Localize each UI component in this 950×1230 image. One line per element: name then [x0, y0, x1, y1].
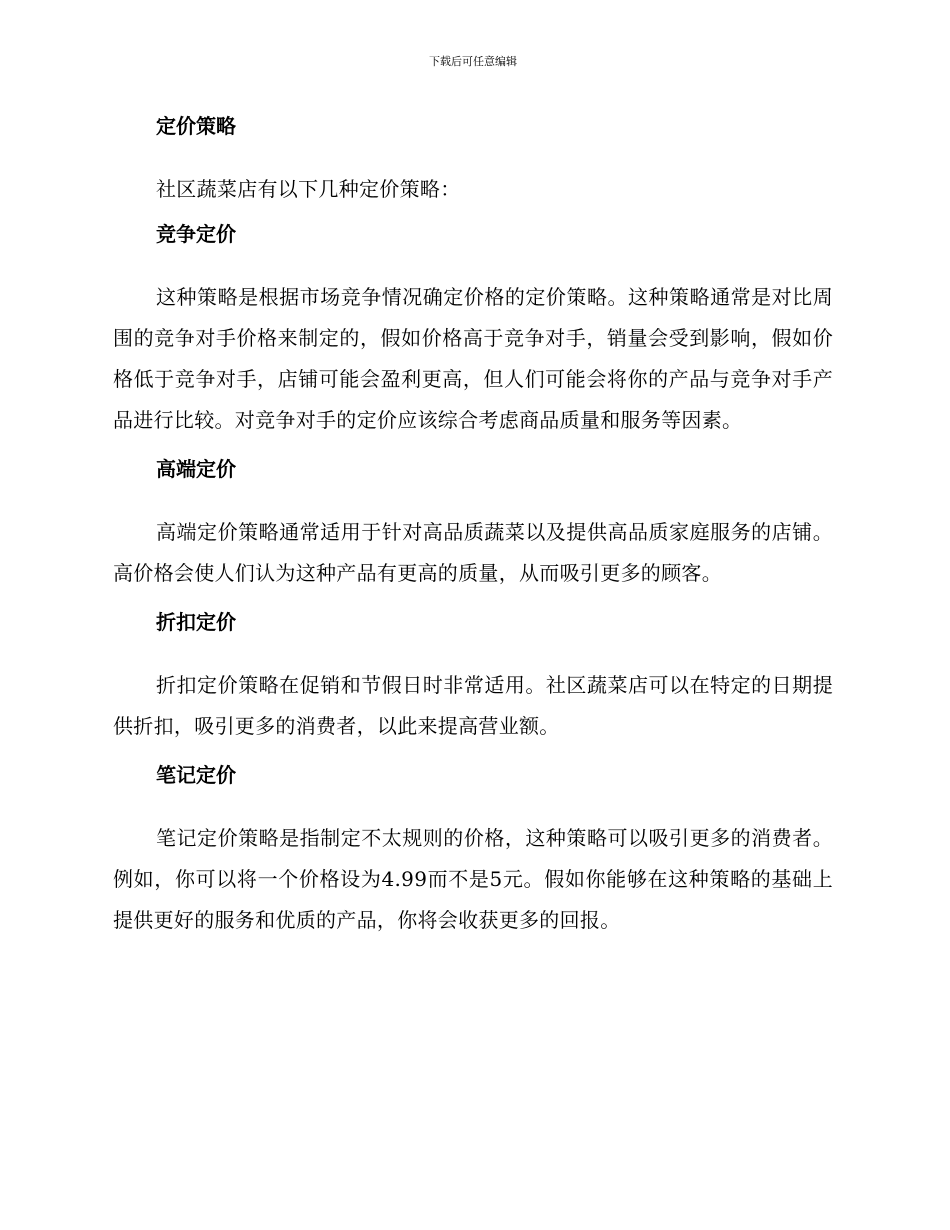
- section-paragraph-premium-pricing: 高端定价策略通常适用于针对高品质蔬菜以及提供高品质家庭服务的店铺。高价格会使人们认为这种产品有更高的质量，从而吸引更多的顾客。: [113, 520, 833, 585]
- section-paragraph-competitive-pricing: 这种策略是根据市场竞争情况确定价格的定价策略。这种策略通常是对比周围的竞争对手价格来制定的，假如价格高于竞争对手，销量会受到影响，假如价格低于竞争对手，店铺可能会盈利更高，但人们可能会将你的产品与竞争对手产品进行比较。对竞争对手的定价应该综合考虑商品质量和服务等因素。: [113, 285, 833, 432]
- section-paragraph-discount-pricing: 折扣定价策略在促销和节假日时非常适用。社区蔬菜店可以在特定的日期提供折扣，吸引更多的消费者，以此来提高营业额。: [113, 673, 833, 738]
- section-heading-discount-pricing: 折扣定价: [156, 610, 236, 634]
- page-header: 下载后可任意编辑: [429, 55, 517, 68]
- document-body: [113, 114, 833, 941]
- section-heading-pricing-strategy: 定价策略: [156, 114, 236, 138]
- section-paragraph-note-pricing: 笔记定价策略是指制定不太规则的价格，这种策略可以吸引更多的消费者。例如，你可以将一个价格设为4.99而不是5元。假如你能够在这种策略的基础上提供更好的服务和优质的产品，你将会收获更多的回报。: [113, 826, 833, 932]
- section-heading-competitive-pricing: 竞争定价: [156, 222, 236, 246]
- section-heading-premium-pricing: 高端定价: [156, 457, 236, 481]
- section-heading-note-pricing: 笔记定价: [156, 763, 236, 787]
- section-paragraph-intro: 社区蔬菜店有以下几种定价策略：: [156, 177, 461, 201]
